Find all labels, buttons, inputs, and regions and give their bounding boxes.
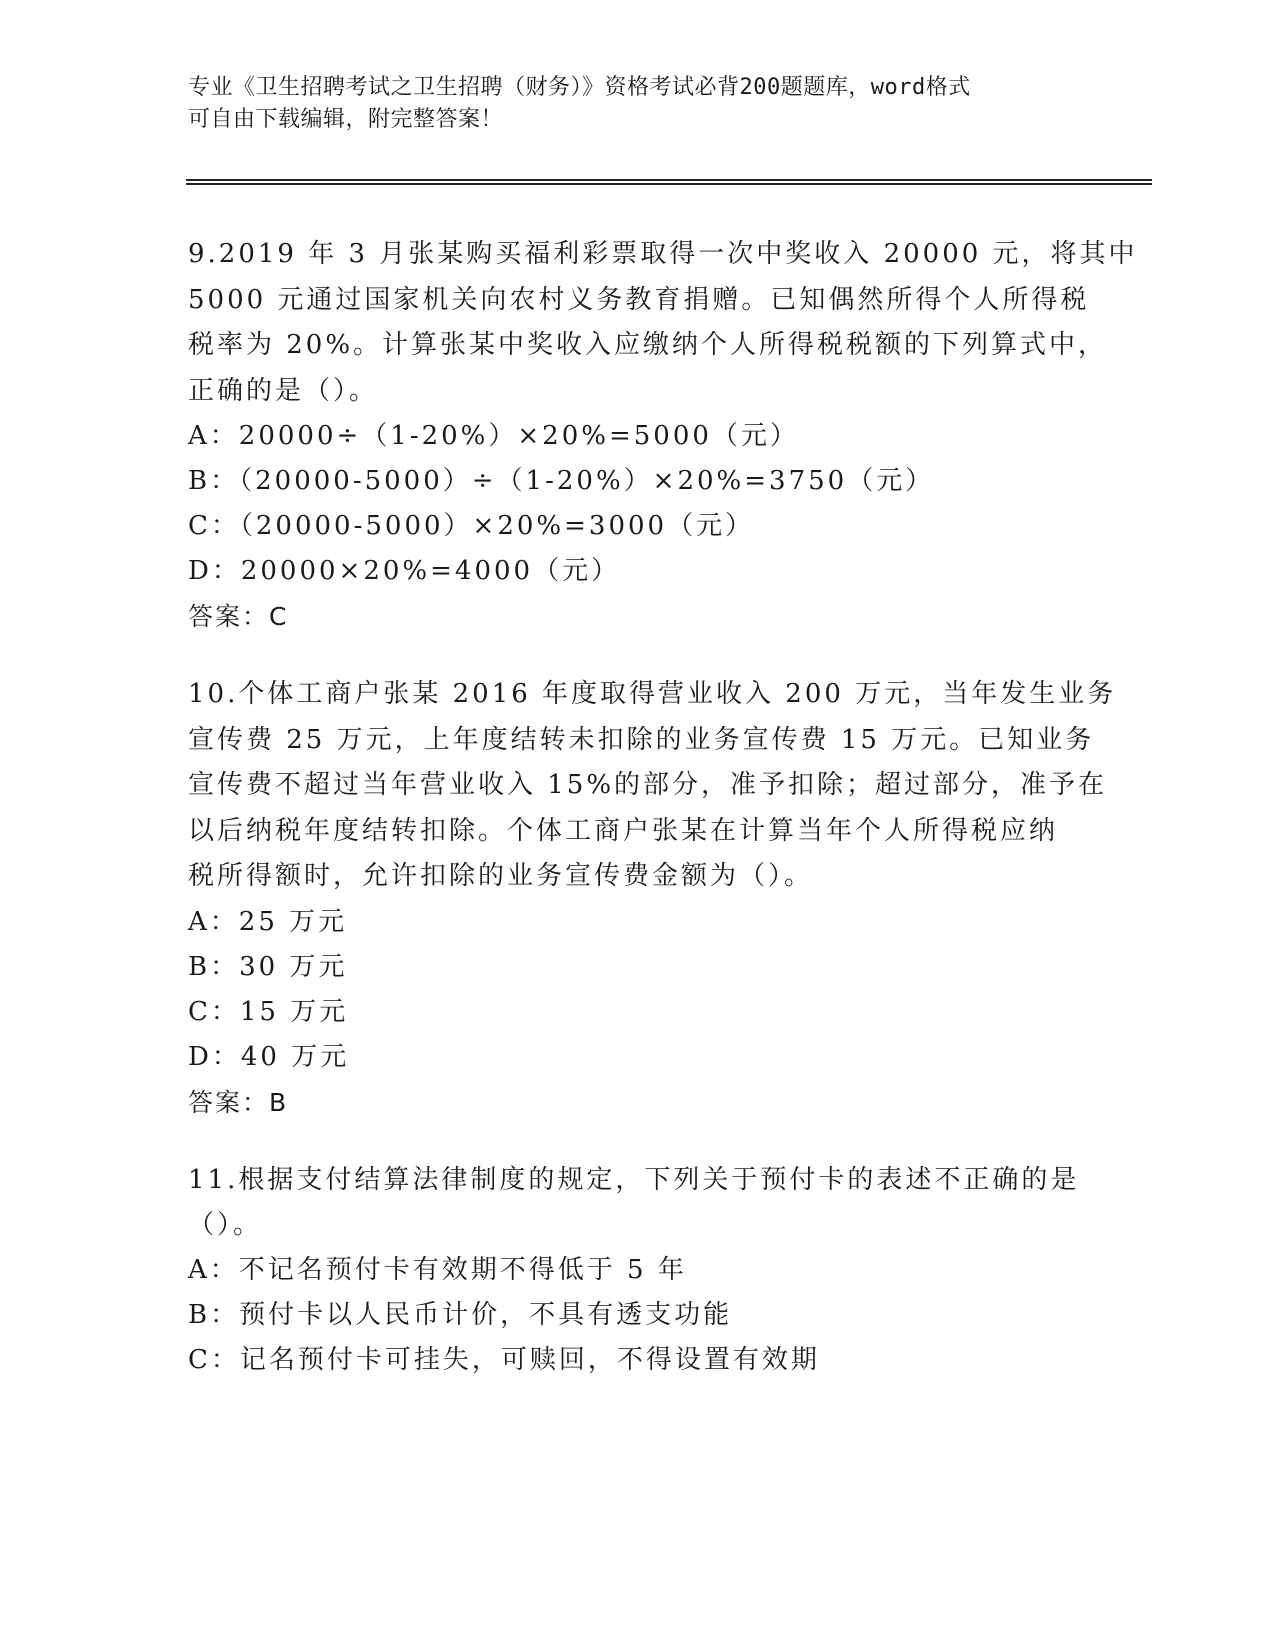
question-11	[188, 1158, 1088, 1383]
question-text: 以后纳税年度结转扣除。个体工商户张某在计算当年个人所得税应纳	[188, 815, 1059, 846]
option-c: C：15 万元	[188, 996, 349, 1027]
option-c: C：记名预付卡可挂失，可赎回，不得设置有效期	[188, 1344, 820, 1375]
question-text: 宣传费不超过当年营业收入 15%的部分，准予扣除；超过部分，准予在	[188, 770, 1108, 800]
question-text: 11.根据支付结算法律制度的规定，下列关于预付卡的表述不正确的是	[188, 1164, 1080, 1195]
option-d: D：40 万元	[188, 1041, 350, 1072]
question-list	[188, 232, 1138, 1415]
option-b: B：30 万元	[188, 951, 348, 982]
question-text: （）。	[188, 1209, 263, 1240]
option-d: D：20000×20%=4000（元）	[188, 556, 621, 586]
question-text: 10.个体工商户张某 2016 年度取得营业收入 200 万元，当年发生业务	[188, 679, 1117, 709]
answer: 答案：C	[188, 602, 289, 631]
header-line: 可自由下载编辑，附完整答案！	[188, 107, 504, 132]
question-text: 9.2019 年 3 月张某购买福利彩票取得一次中奖收入 20000 元，将其中	[188, 239, 1138, 269]
option-a: A：20000÷（1-20%）×20%=5000（元）	[188, 421, 799, 451]
header-rule-bottom	[186, 183, 1152, 185]
header-rule-top	[186, 179, 1152, 181]
option-a: A：不记名预付卡有效期不得低于 5 年	[188, 1254, 687, 1285]
page-header	[188, 72, 1088, 136]
option-c: C：（20000-5000）×20%=3000（元）	[188, 511, 755, 541]
question-text: 税率为 20%。计算张某中奖收入应缴纳个人所得税税额的下列算式中，	[188, 330, 1108, 360]
question-text: 宣传费 25 万元，上年度结转未扣除的业务宣传费 15 万元。已知业务	[188, 724, 1095, 755]
answer: 答案：B	[188, 1087, 289, 1117]
option-b: B：（20000-5000）÷（1-20%）×20%=3750（元）	[188, 466, 935, 496]
option-a: A：25 万元	[188, 906, 348, 937]
question-9	[188, 232, 1138, 640]
question-10	[188, 672, 1117, 1126]
header-line: 专业《卫生招聘考试之卫生招聘（财务）》资格考试必背200题题库，word格式	[188, 75, 971, 100]
question-text: 5000 元通过国家机关向农村义务教育捐赠。已知偶然所得个人所得税	[188, 284, 1090, 315]
question-text: 税所得额时，允许扣除的业务宣传费金额为（）。	[188, 861, 814, 891]
question-text: 正确的是（）。	[188, 375, 379, 406]
option-b: B：预付卡以人民币计价，不具有透支功能	[188, 1299, 733, 1330]
